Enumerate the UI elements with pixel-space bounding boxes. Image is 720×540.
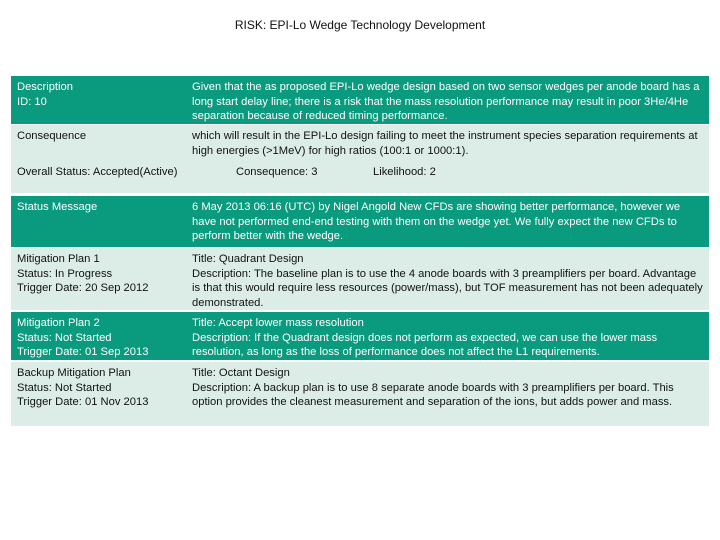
backup-plan-name: Backup Mitigation Plan — [17, 367, 131, 379]
mitigation-plan-1-row — [11, 248, 709, 310]
mitigation-plan-2-name: Mitigation Plan 2 — [17, 317, 100, 329]
status-message-label: Status Message — [17, 201, 98, 213]
likelihood-score: Likelihood: 2 — [373, 166, 436, 178]
mitigation-plan-1-name: Mitigation Plan 1 — [17, 253, 100, 265]
page-title: RISK: EPI-Lo Wedge Technology Development — [234, 18, 486, 32]
mitigation-plan-1-status: Status: In Progress — [17, 267, 113, 280]
description-label-cell — [17, 80, 189, 109]
overall-status: Overall Status: Accepted(Active) — [17, 166, 178, 178]
risk-id: ID: 10 — [17, 95, 47, 108]
description-label: Description — [17, 81, 73, 93]
backup-plan-status: Status: Not Started — [17, 381, 112, 394]
mitigation-plan-2-title: Title: Accept lower mass resolution — [192, 317, 364, 329]
mitigation-plan-1-info — [17, 252, 189, 296]
mitigation-plan-1-trigger: Trigger Date: 20 Sep 2012 — [17, 282, 149, 294]
status-message-text: 6 May 2013 06:16 (UTC) by Nigel Angold New CFDs are showing better performance, however we have not performed end-end testing with them on the wedge yet. We fully expect the new CFDs to perform better with the wedge. — [192, 201, 681, 242]
overall-status-row — [11, 159, 709, 193]
description-text: Given that the as proposed EPI-Lo wedge design based on two sensor wedges per anode board has a long start delay line; there is a risk that the mass resolution performance may result in poor 3He/4He separation because of reduced timing performance. — [192, 81, 700, 122]
mitigation-plan-1-details — [192, 252, 704, 310]
backup-plan-trigger: Trigger Date: 01 Nov 2013 — [17, 396, 149, 408]
backup-plan-title: Title: Octant Design — [192, 367, 290, 379]
status-message-row — [11, 196, 709, 247]
mitigation-plan-2-row — [11, 312, 709, 360]
mitigation-plan-1-description: Description: The baseline plan is to use the 4 anode boards with 3 preamplifiers per board. Advantage is that this would require less resources (power/mass), but TOF measurement has not been adequately demonstrated. — [192, 267, 703, 309]
mitigation-plan-1-title: Title: Quadrant Design — [192, 253, 304, 265]
backup-plan-details — [192, 366, 704, 410]
mitigation-plan-2-trigger: Trigger Date: 01 Sep 2013 — [17, 346, 149, 358]
mitigation-plan-2-details — [192, 316, 704, 360]
mitigation-plan-2-info — [17, 316, 189, 360]
backup-mitigation-plan-row — [11, 362, 709, 426]
backup-plan-description: Description: A backup plan is to use 8 separate anode boards with 3 preamplifiers per board. This option provides the cleanest measurement and separation of the ions, but adds power and mass. — [192, 381, 674, 408]
mitigation-plan-2-status: Status: Not Started — [17, 331, 112, 344]
backup-plan-info — [17, 366, 189, 410]
consequence-label: Consequence — [17, 130, 87, 142]
description-row — [11, 76, 709, 124]
consequence-text: which will result in the EPI-Lo design failing to meet the instrument species separation requirements at high energies (>1MeV) for high ratios (100:1 or 1000:1). — [192, 130, 698, 157]
mitigation-plan-2-description: Description: If the Quadrant design does not perform as expected, we can use the lower mass resolution, as long as the loss of performance does not affect the L1 requirements. — [192, 331, 658, 358]
consequence-score: Consequence: 3 — [236, 166, 318, 178]
consequence-row — [11, 125, 709, 159]
